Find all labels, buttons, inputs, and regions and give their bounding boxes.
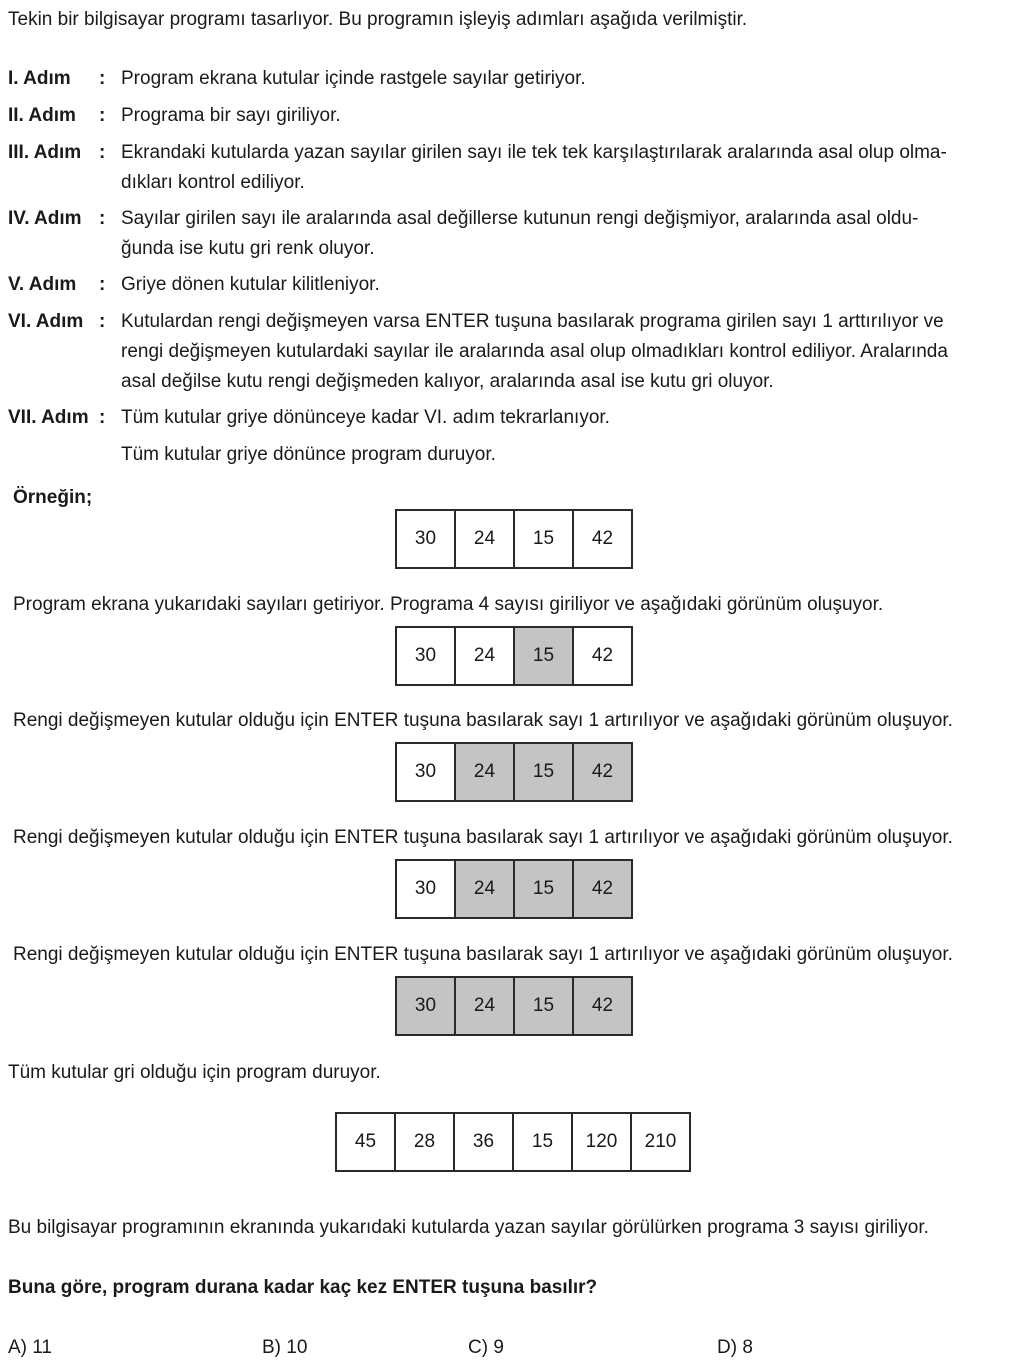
step-text-3b: dıkları kontrol ediliyor. <box>121 172 305 193</box>
choice-d[interactable]: D) 8 <box>717 1337 753 1358</box>
step-colon: : <box>99 68 106 89</box>
step-text-5: Griye dönen kutular kilitleniyor. <box>121 274 380 295</box>
number-box: 15 <box>514 1114 573 1170</box>
number-box-row <box>395 859 633 919</box>
step-label-1: I. Adım <box>8 68 71 89</box>
number-box-gray: 42 <box>574 744 631 800</box>
number-box: 30 <box>397 628 456 684</box>
step-text-6a: Kutulardan rengi değişmeyen varsa ENTER tuşuna basılarak programa girilen sayı 1 arttırılıyor ve <box>121 311 944 332</box>
number-box: 30 <box>397 861 456 917</box>
number-box-gray: 42 <box>574 861 631 917</box>
step-label-3: III. Adım <box>8 142 82 163</box>
question-box-row <box>335 1112 691 1172</box>
example-heading: Örneğin; <box>13 487 93 508</box>
example-text: Rengi değişmeyen kutular olduğu için ENTER tuşuna basılarak sayı 1 artırılıyor ve aşağıdaki görünüm oluşuyor. <box>13 827 953 848</box>
step-colon: : <box>99 208 106 229</box>
step-label-6: VI. Adım <box>8 311 84 332</box>
number-box: 24 <box>456 511 515 567</box>
number-box: 45 <box>337 1114 396 1170</box>
step-label-4: IV. Adım <box>8 208 82 229</box>
number-box-gray: 15 <box>515 861 574 917</box>
number-box-gray: 24 <box>456 861 515 917</box>
step-text-6c: asal değilse kutu rengi değişmeden kalıyor, aralarında asal ise kutu gri oluyor. <box>121 371 774 392</box>
number-box: 28 <box>396 1114 455 1170</box>
example-text: Program ekrana yukarıdaki sayıları getiriyor. Programa 4 sayısı giriliyor ve aşağıdaki görünüm oluşuyor. <box>13 594 884 615</box>
number-box: 30 <box>397 511 456 567</box>
example-text: Rengi değişmeyen kutular olduğu için ENTER tuşuna basılarak sayı 1 artırılıyor ve aşağıdaki görünüm oluşuyor. <box>13 944 953 965</box>
number-box-row <box>395 742 633 802</box>
step-text-6b: rengi değişmeyen kutulardaki sayılar ile aralarında asal olup olmadıkları kontrol ediliyor. Aralarında <box>121 341 948 362</box>
number-box: 210 <box>632 1114 689 1170</box>
number-box-row <box>395 626 633 686</box>
step-colon: : <box>99 274 106 295</box>
number-box: 42 <box>574 628 631 684</box>
number-box: 42 <box>574 511 631 567</box>
number-box-gray: 42 <box>574 978 631 1034</box>
choice-b[interactable]: B) 10 <box>262 1337 308 1358</box>
number-box-gray: 30 <box>397 978 456 1034</box>
number-box: 30 <box>397 744 456 800</box>
step-text-1: Program ekrana kutular içinde rastgele sayılar getiriyor. <box>121 68 586 89</box>
number-box: 24 <box>456 628 515 684</box>
number-box: 120 <box>573 1114 632 1170</box>
number-box-row <box>395 976 633 1036</box>
number-box-gray: 15 <box>515 978 574 1034</box>
question-prompt: Buna göre, program durana kadar kaç kez ENTER tuşuna basılır? <box>8 1277 598 1298</box>
choice-c[interactable]: C) 9 <box>468 1337 504 1358</box>
number-box: 36 <box>455 1114 514 1170</box>
step-colon: : <box>99 142 106 163</box>
number-box-gray: 15 <box>515 744 574 800</box>
step-text-4b: ğunda ise kutu gri renk oluyor. <box>121 238 375 259</box>
step-text-4a: Sayılar girilen sayı ile aralarında asal değillerse kutunun rengi değişmiyor, aralarında asal oldu- <box>121 208 919 229</box>
step-text-2: Programa bir sayı giriliyor. <box>121 105 341 126</box>
intro-text: Tekin bir bilgisayar programı tasarlıyor. Bu programın işleyiş adımları aşağıda verilmiştir. <box>8 9 748 30</box>
step-label-2: II. Adım <box>8 105 76 126</box>
step-text-7a: Tüm kutular griye dönünceye kadar VI. adım tekrarlanıyor. <box>121 407 610 428</box>
step-label-5: V. Adım <box>8 274 77 295</box>
number-box-gray: 24 <box>456 978 515 1034</box>
step-colon: : <box>99 407 106 428</box>
number-box-row <box>395 509 633 569</box>
step-text-7b: Tüm kutular griye dönünce program duruyor. <box>121 444 496 465</box>
step-label-7: VII. Adım <box>8 407 89 428</box>
step-text-3a: Ekrandaki kutularda yazan sayılar girilen sayı ile tek tek karşılaştırılarak aralarında asal olup olma- <box>121 142 947 163</box>
choice-a[interactable]: A) 11 <box>8 1337 53 1358</box>
number-box-gray: 15 <box>515 628 574 684</box>
number-box-gray: 24 <box>456 744 515 800</box>
question-text: Bu bilgisayar programının ekranında yukarıdaki kutularda yazan sayılar görülürken programa 3 sayısı giriliyor. <box>8 1217 929 1238</box>
example-text: Rengi değişmeyen kutular olduğu için ENTER tuşuna basılarak sayı 1 artırılıyor ve aşağıdaki görünüm oluşuyor. <box>13 710 953 731</box>
number-box: 15 <box>515 511 574 567</box>
example-conclusion: Tüm kutular gri olduğu için program duruyor. <box>8 1062 381 1083</box>
step-colon: : <box>99 105 106 126</box>
step-colon: : <box>99 311 106 332</box>
